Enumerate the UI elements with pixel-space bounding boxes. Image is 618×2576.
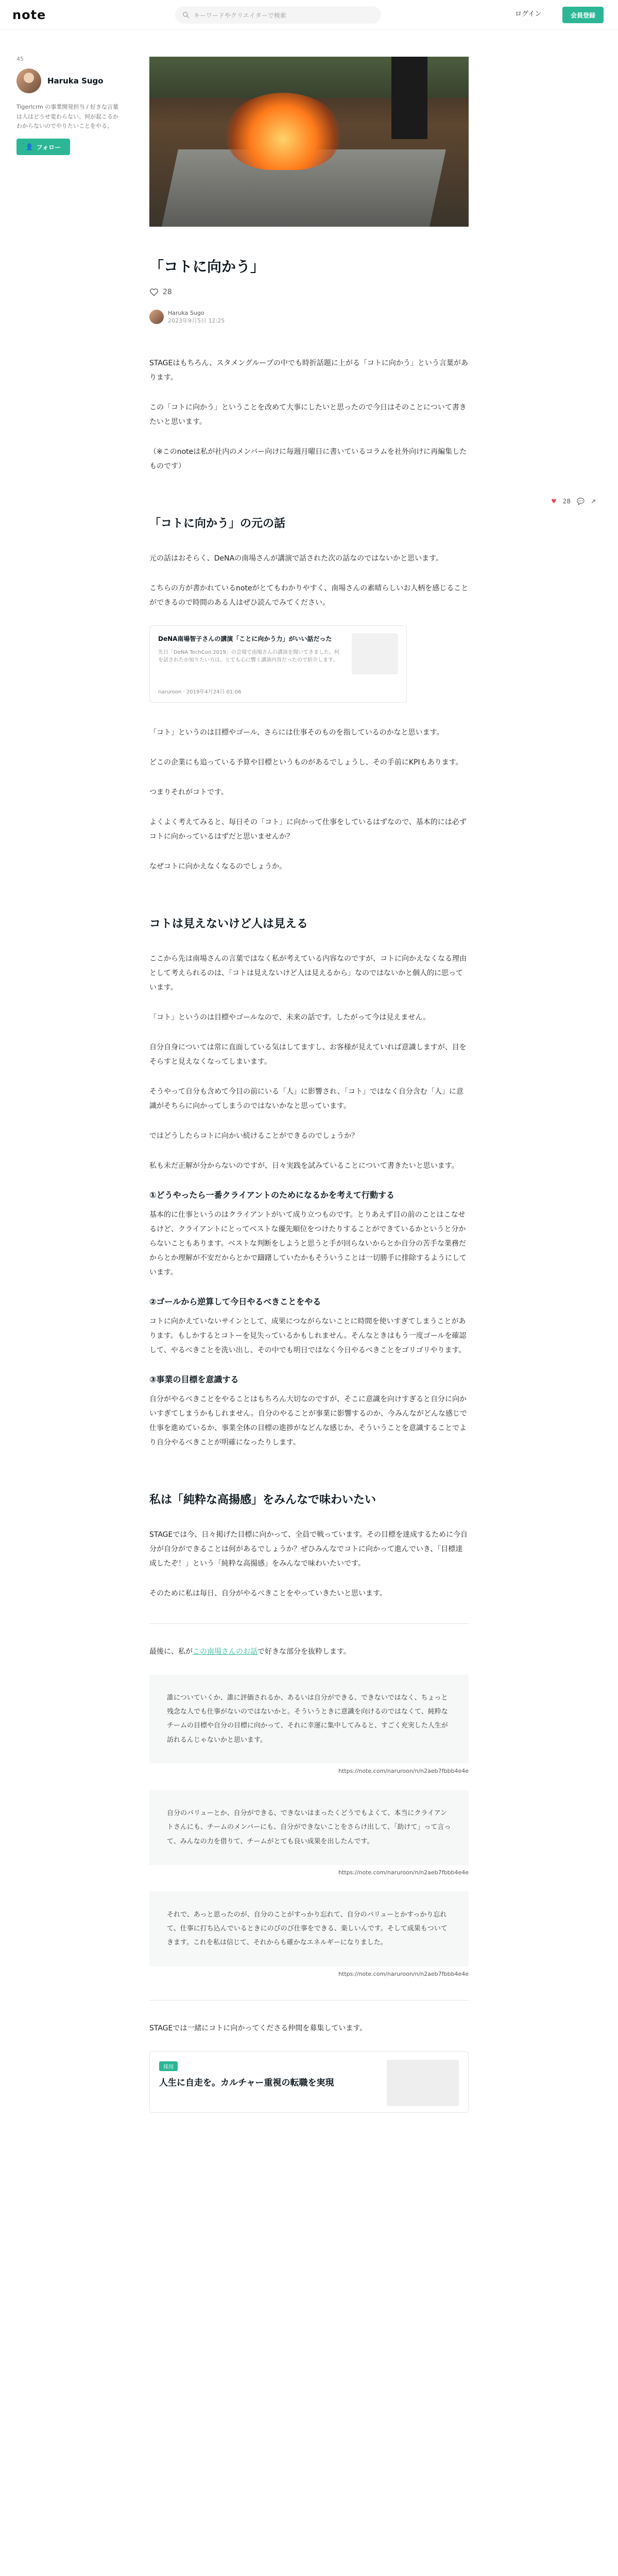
embed-footer: naruroon · 2019年4月24日 01:06 bbox=[158, 689, 242, 695]
subsection-2-para: コトに向かえていないサインとして、成果につながらないことに時間を使いすぎてしまうことがあります。もしかするとコトーを見失っているかもしれません。そんなときはもう一度ゴールを確認して、やるべきことを洗い出し、その中でも明日ではなく今日やるべきことをゴリゴリやります。 bbox=[149, 1317, 467, 1354]
search-input[interactable] bbox=[175, 6, 381, 24]
article-title: 「コトに向かう」 bbox=[149, 258, 265, 275]
section-origin: 「コトに向かう」の元の話 bbox=[149, 517, 286, 530]
subsection-1-para: 基本的に仕事というのはクライアントがいて成り立つものです。とりあえず目の前のことはこなせるけど、クライアントにとってベストな優先順位をつけたりすることができているかというと分からないこともあります。ベストな判断をしようと思うと手が回らないからとか自分の苦手な業務だからとか理解が不安だからとかで躊躇していたかもそういうことは一切勝手に排除するようにしています。 bbox=[149, 1210, 467, 1277]
subsection-2: ②ゴールから逆算して今日やるべきことをやる bbox=[149, 1296, 321, 1307]
author-mini-avatar[interactable] bbox=[149, 310, 164, 324]
recruit-thumbnail bbox=[387, 2060, 459, 2106]
author-block[interactable] bbox=[16, 69, 119, 93]
hero-image bbox=[149, 57, 469, 227]
embed-thumbnail bbox=[352, 633, 398, 674]
meta-date: 2023年9月5日 12:25 bbox=[168, 317, 225, 325]
article-body bbox=[149, 356, 469, 2113]
likes-count-side: 28 bbox=[562, 498, 571, 505]
para-1: STAGEはもちろん、スタメングループの中でも時折話題に上がる「コトに向かう」という言葉があります。 bbox=[149, 359, 468, 382]
invisible-para-4: そうやって自分も含めて今目の前にいる「人」に影響され、「コト」ではなく自分含む「人」に意識がそちらに向かってしまうのではないかなと思っています。 bbox=[149, 1087, 464, 1110]
subsection-3: ③事業の目標を意識する bbox=[149, 1374, 239, 1384]
divider bbox=[149, 1623, 469, 1624]
quote-1: 誰についていくか、誰に評価されるか、あるいは自分ができる、できないではなく、ちょっと残念な人でも仕事がないのではないかと。そういうときに意識を向けるのではなくて、純粋なチームの目標や自分の目標に向かって、それに幸運に集中してみると、すごく充実した人生が訪れるんじゃないかと思います。 bbox=[149, 1674, 469, 1764]
search-icon bbox=[182, 11, 190, 19]
signup-button[interactable]: 会員登録 bbox=[562, 7, 604, 23]
heart-icon[interactable]: ♥ bbox=[551, 498, 557, 505]
magazine-count: 45 bbox=[16, 56, 24, 62]
after-embed-3: つまりそれがコトです。 bbox=[149, 788, 228, 796]
login-link[interactable]: ログイン bbox=[515, 10, 542, 18]
heart-outline-icon[interactable] bbox=[149, 287, 159, 297]
last-intro: 最後に、私がこの南場さんのお話で好きな部分を抜粋します。 bbox=[149, 1647, 351, 1656]
subsection-1: ①どうやったら一番クライアントのためになるかを考えて行動する bbox=[149, 1190, 394, 1200]
after-embed-2: どこの企業にも追っている予算や目標というものがあるでしょうし、その手前にKPIもあります。 bbox=[149, 758, 463, 767]
search-placeholder: キーワードやクリエイターで検索 bbox=[194, 11, 286, 19]
meta-author[interactable]: Haruka Sugo bbox=[168, 310, 204, 316]
avatar[interactable] bbox=[16, 69, 41, 93]
embed-title[interactable]: DeNA南場智子さんの講演「ことに向かう力」がいい話だった bbox=[158, 635, 332, 642]
invisible-para-1: ここから先は南場さんの言葉ではなく私が考えている内容なのですが、コトに向かえなくなる理由として考えられるのは、「コトは見えないけど人は見えるから」なのではないかと個人的に思っています。 bbox=[149, 954, 467, 992]
follow-button[interactable] bbox=[16, 139, 70, 155]
article-actions bbox=[551, 498, 596, 505]
author-meta[interactable] bbox=[149, 309, 469, 325]
quote-2: 自分のバリューとか、自分ができる、できないはまったくどうでもよくて、本当にクライアントさんにも、チームのメンバーにも、自分ができないことをさらけ出して、「助けて」って言って、みんなの力を借りて、チームがとても良い成果を出したんです。 bbox=[149, 1790, 469, 1865]
section-enjoy: 私は「純粋な高揚感」をみんなで味わいたい bbox=[149, 1493, 376, 1506]
article bbox=[149, 57, 469, 2113]
para-2: この「コトに向かう」ということを改めて大事にしたいと思ったので今日はそのことについて書きたいと思います。 bbox=[149, 403, 467, 426]
origin-para-2: こちらの方が書かれているnoteがとてもわかりやすく、南場さんの素晴らしいお人柄を感じることができるので時間のある人はぜひ読んでみてください。 bbox=[149, 584, 469, 607]
final-para: STAGEでは一緒にコトに向かってくださる仲間を募集しています。 bbox=[149, 2024, 367, 2032]
divider-2 bbox=[149, 2000, 469, 2001]
enjoy-para-2: そのために私は毎日、自分がやるべきことをやっていきたいと思います。 bbox=[149, 1589, 387, 1598]
origin-para-1: 元の話はおそらく、DeNAの南場さんが講演で話された次の話なのではないかと思います。 bbox=[149, 554, 443, 563]
nanba-link[interactable]: この南場さんのお話 bbox=[193, 1647, 258, 1656]
after-embed-1: 「コト」というのは目標やゴール、さらには仕事そのものを指しているのかなと思います。 bbox=[149, 728, 444, 737]
invisible-para-2: 「コト」というのは目標やゴールなので、未来の話です。したがって今は見えません。 bbox=[149, 1013, 431, 1022]
invisible-para-6: 私も未だ正解が分からないのですが、日々実践を試みていることについて書きたいと思います。 bbox=[149, 1161, 459, 1170]
quote-2-source[interactable]: https://note.com/naruroon/n/n2aeb7fbbb4e4e bbox=[338, 1869, 469, 1876]
invisible-para-3: 自分自身については常に直面している気はしてますし、お客様が見えていれば意識しますが、目をそらすと見えなくなってしまいます。 bbox=[149, 1043, 467, 1066]
recruit-card[interactable] bbox=[149, 2051, 469, 2113]
recruit-badge: 採用 bbox=[159, 2061, 178, 2071]
header bbox=[0, 0, 618, 30]
sidebar bbox=[16, 56, 119, 155]
recruit-card-title[interactable]: 人生に自走を。カルチャー重視の転職を実現 bbox=[159, 2077, 334, 2088]
subsection-3-para: 自分がやるべきことをやることはもちろん大切なのですが、そこに意識を向けすぎると自分に向かいすぎてしまうかもしれません。自分のやることが事業に影響するのか、今みんながどんな感じで仕事を進めているか、事業全体の目標の進捗がなどんな感じか、そういうことを意識することでより自分やるべきことが明確になったりします。 bbox=[149, 1395, 467, 1447]
follow-label: フォロー bbox=[36, 143, 61, 151]
author-bio: Tigerlcrm の事業開発担当 / 好きな言葉は人はどうせ変わらない。何が起こるかわからないのでやりたいことをやる。 bbox=[16, 104, 119, 130]
invisible-para-5: ではどうしたらコトに向かい続けることができるのでしょうか？ bbox=[149, 1131, 358, 1140]
embedded-note-card[interactable] bbox=[149, 625, 407, 703]
quote-1-source[interactable]: https://note.com/naruroon/n/n2aeb7fbbb4e4e bbox=[338, 1767, 469, 1774]
share-icon[interactable]: ↗ bbox=[591, 498, 596, 505]
enjoy-para-1: STAGEでは今、日々掲げた目標に向かって、全員で戦っています。その目標を達成するために今自分が自分ができることは何があるでしょうか？ぜひみんなでコトに向かって進んでいき、「目標達成したぞ！」という「純粋な高揚感」をみんなで味わいたいです。 bbox=[149, 1530, 468, 1568]
comment-icon[interactable]: 💬 bbox=[577, 498, 585, 505]
likes-row bbox=[149, 287, 469, 297]
quote-3-source[interactable]: https://note.com/naruroon/n/n2aeb7fbbb4e4e bbox=[338, 1970, 469, 1977]
note-logo[interactable]: note bbox=[12, 7, 46, 22]
author-name[interactable]: Haruka Sugo bbox=[47, 76, 104, 86]
quote-3: それで、あっと思ったのが、自分のことがすっかり忘れて、自分のバリューとかすっかり忘れて、仕事に打ち込んでいるときにのびのび仕事をできる、楽しいんです。そして成果もついてきます。これを私は信じて、それからも確かなエネルギーになりました。 bbox=[149, 1891, 469, 1967]
likes-count: 28 bbox=[163, 288, 172, 296]
after-embed-5: なぜコトに向かえなくなるのでしょうか。 bbox=[149, 862, 286, 871]
para-3: （※このnoteは私が社内のメンバー向けに毎週月曜日に書いているコラムを社外向けに再編集したものです） bbox=[149, 447, 467, 470]
user-plus-icon: 👤 bbox=[25, 143, 33, 151]
embed-desc: 先日「DeNA TechCon 2019」の会場で南場さんの講演を聞いてきました。何を話されたか知りたい方は、とても心に響く講演内容だったので紹介します。 bbox=[158, 649, 339, 663]
after-embed-4: よくよく考えてみると、毎日その「コト」に向かって仕事をしているはずなので、基本的には必ずコトに向かっているはずだと思いませんか？ bbox=[149, 818, 467, 841]
section-invisible: コトは見えないけど人は見える bbox=[149, 917, 308, 930]
